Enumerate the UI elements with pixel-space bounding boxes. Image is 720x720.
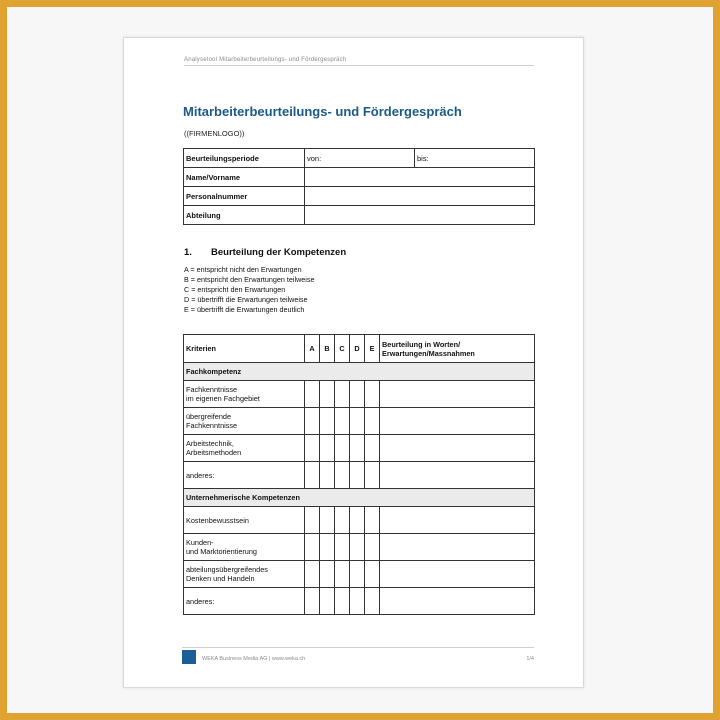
employee-info-table [183,148,535,225]
grade-cell[interactable] [350,408,365,435]
grade-cell[interactable] [365,408,380,435]
grade-header-b: B [320,335,335,363]
table-row [184,507,535,534]
grade-cell[interactable] [320,561,335,588]
publisher-logo-icon [182,650,196,664]
table-row [184,588,535,615]
legend-item: D = übertrifft die Erwartungen teilweise [184,295,308,304]
group-row [184,489,535,507]
rating-legend [184,265,314,315]
grade-cell[interactable] [335,408,350,435]
grade-cell[interactable] [335,435,350,462]
table-row [184,534,535,561]
name-field[interactable] [305,168,535,187]
criterion-label: übergreifende Fachkenntnisse [184,408,305,435]
criterion-label: abteilungsübergreifendes Denken und Handeln [184,561,305,588]
period-to-field[interactable]: bis: [415,149,535,168]
section-number: 1. [184,247,192,258]
period-label: Beurteilungsperiode [184,149,305,168]
grade-cell[interactable] [350,507,365,534]
group-title: Unternehmerische Kompetenzen [184,489,535,507]
remarks-cell[interactable] [380,534,535,561]
grade-cell[interactable] [335,462,350,489]
remarks-header-line2: Erwartungen/Massnahmen [382,348,475,358]
remarks-header [380,335,535,363]
table-row [184,408,535,435]
page-footer [182,647,534,665]
grade-cell[interactable] [365,435,380,462]
grade-cell[interactable] [365,561,380,588]
grade-cell[interactable] [350,534,365,561]
grade-cell[interactable] [320,381,335,408]
grade-cell[interactable] [350,381,365,408]
grade-cell[interactable] [305,435,320,462]
grade-cell[interactable] [335,381,350,408]
period-from-field[interactable]: von: [305,149,415,168]
grade-cell[interactable] [320,507,335,534]
criterion-label: Kunden- und Marktorientierung [184,534,305,561]
grade-cell[interactable] [350,561,365,588]
grade-cell[interactable] [305,408,320,435]
competence-table [183,334,535,615]
grade-cell[interactable] [305,462,320,489]
department-label: Abteilung [184,206,305,225]
grade-cell[interactable] [305,381,320,408]
legend-item: C = entspricht den Erwartungen [184,285,286,294]
name-label: Name/Vorname [184,168,305,187]
grade-header-c: C [335,335,350,363]
page-header: Analysetool Mitarbeiterbeurteilungs- und Fördergespräch [184,57,534,66]
section-heading [184,247,346,258]
grade-cell[interactable] [335,507,350,534]
criteria-header: Kriterien [184,335,305,363]
company-logo-placeholder: ((FIRMENLOGO)) [184,129,245,138]
section-title: Beurteilung der Kompetenzen [211,247,347,258]
criterion-label: Arbeitstechnik, Arbeitsmethoden [184,435,305,462]
grade-cell[interactable] [365,534,380,561]
table-header-row [184,335,535,363]
remarks-cell[interactable] [380,408,535,435]
department-field[interactable] [305,206,535,225]
grade-cell[interactable] [350,435,365,462]
grade-cell[interactable] [320,408,335,435]
legend-item: B = entspricht den Erwartungen teilweise [184,275,315,284]
grade-cell[interactable] [305,507,320,534]
table-row [184,168,535,187]
table-row [184,149,535,168]
table-row [184,462,535,489]
remarks-cell[interactable] [380,381,535,408]
grade-cell[interactable] [350,588,365,615]
criterion-label: Fachkenntnisse im eigenen Fachgebiet [184,381,305,408]
remarks-cell[interactable] [380,561,535,588]
grade-cell[interactable] [305,561,320,588]
legend-item: A = entspricht nicht den Erwartungen [184,265,302,274]
grade-header-a: A [305,335,320,363]
grade-cell[interactable] [365,381,380,408]
personnel-number-field[interactable] [305,187,535,206]
table-row [184,206,535,225]
grade-header-d: D [350,335,365,363]
criterion-label: anderes: [184,588,305,615]
table-row [184,381,535,408]
remarks-cell[interactable] [380,435,535,462]
grade-cell[interactable] [335,534,350,561]
group-row [184,363,535,381]
remarks-cell[interactable] [380,462,535,489]
grade-cell[interactable] [365,588,380,615]
grade-cell[interactable] [305,534,320,561]
table-row [184,187,535,206]
grade-cell[interactable] [335,561,350,588]
grade-cell[interactable] [320,588,335,615]
grade-cell[interactable] [335,588,350,615]
group-title: Fachkompetenz [184,363,535,381]
grade-cell[interactable] [365,507,380,534]
page-number: 1/4 [526,656,534,662]
remarks-cell[interactable] [380,507,535,534]
document-page [123,37,584,688]
legend-item: E = übertrifft die Erwartungen deutlich [184,305,305,314]
grade-cell[interactable] [320,534,335,561]
criterion-label: anderes: [184,462,305,489]
remarks-header-line1: Beurteilung in Worten/ [382,339,461,349]
grade-cell[interactable] [320,462,335,489]
document-title: Mitarbeiterbeurteilungs- und Fördergespräch [183,104,462,119]
grade-cell[interactable] [350,462,365,489]
table-row [184,561,535,588]
grade-cell[interactable] [320,435,335,462]
personnel-number-label: Personalnummer [184,187,305,206]
publisher-text: WEKA Business Media AG | www.weka.ch [202,656,306,662]
remarks-cell[interactable] [380,588,535,615]
table-row [184,435,535,462]
grade-cell[interactable] [365,462,380,489]
grade-header-e: E [365,335,380,363]
grade-cell[interactable] [305,588,320,615]
criterion-label: Kostenbewusstsein [184,507,305,534]
